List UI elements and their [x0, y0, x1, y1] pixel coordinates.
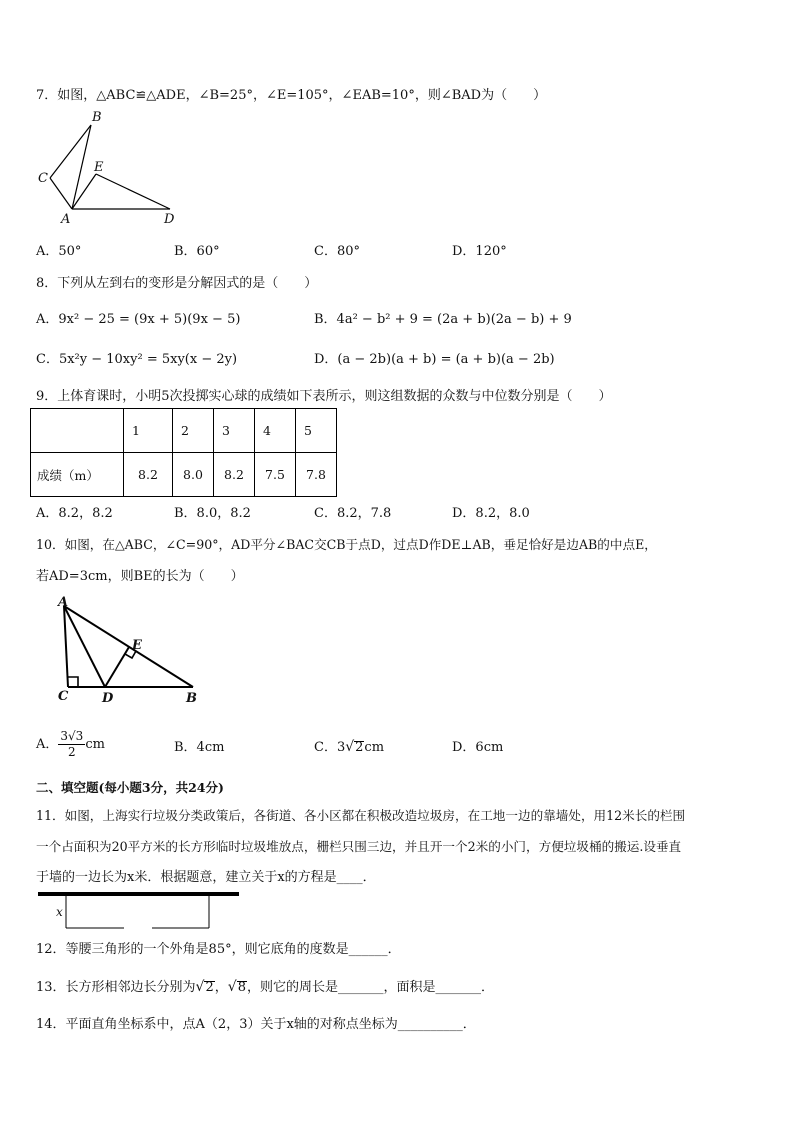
section-title: 二、填空题(每小题3分，共24分): [36, 780, 224, 795]
q10-option-a-prefix: A．: [36, 737, 59, 752]
q13-suffix: ，则它的周长是_______，面积是_______．: [246, 980, 494, 995]
q8-stem: 8．下列从左到右的变形是分解因式的是（ ）: [36, 276, 318, 291]
q10-label-d: D: [102, 691, 114, 706]
q10-figure: [50, 592, 210, 708]
table-cell: 成绩（m）: [31, 453, 124, 497]
q9-option-a: A．8.2，8.2: [36, 506, 113, 521]
q10-edge-de: [105, 647, 129, 687]
table-cell: 7.8: [296, 453, 337, 497]
q10-stem-line1: 10．如图，在△ABC，∠C=90°，AD平分∠BAC交CB于点D，过点D作DE⊥AB，垂足恰好是边AB的中点E，: [36, 537, 657, 552]
q10-option-a-numerator: 3√3: [60, 729, 84, 743]
q13-separator: ，: [214, 980, 228, 995]
q7-label-e: E: [94, 160, 104, 175]
table-cell: 8.2: [124, 453, 173, 497]
q13-radicand-2: 8: [237, 980, 246, 995]
q7-label-c: C: [38, 171, 48, 186]
table-cell: 4: [255, 409, 296, 453]
table-cell: 8.0: [173, 453, 214, 497]
q10-option-c-prefix: C．3: [314, 740, 346, 755]
q7-edge-ed: [96, 174, 170, 209]
q9-stem: 9．上体育课时，小明5次投掷实心球的成绩如下表所示，则这组数据的众数与中位数分别是（ ）: [36, 389, 612, 404]
table-cell: 8.2: [214, 453, 255, 497]
q8-option-b: B．4a² − b² + 9 = (2a + b)(2a − b) + 9: [314, 312, 572, 327]
table-row: [31, 409, 337, 453]
q10-option-d: D．6cm: [452, 740, 504, 755]
q7-label-a: A: [61, 212, 71, 227]
q10-option-c-radicand: 2: [355, 740, 364, 755]
q7-stem: 7．如图，△ABC≌△ADE，∠B=25°，∠E=105°，∠EAB=10°，则∠BAD为（ ）: [36, 88, 547, 103]
table-row: [31, 453, 337, 497]
q14-text: 14．平面直角坐标系中，点A（2，3）关于x轴的对称点坐标为__________．: [36, 1017, 476, 1032]
q13-radicand-1: 2: [205, 980, 214, 995]
q7-figure: [30, 108, 190, 228]
q10-option-a-denominator: 2: [68, 745, 76, 759]
q11-label-x: x: [56, 905, 63, 919]
q8-option-a: A．9x² − 25 = (9x + 5)(9x − 5): [36, 312, 241, 327]
q10-option-a-fraction: [58, 729, 85, 760]
q9-option-b: B．8.0，8.2: [174, 506, 251, 521]
q8-option-d: D．(a − 2b)(a + b) = (a + b)(a − 2b): [314, 352, 555, 367]
q10-edge-ac: [64, 606, 68, 687]
q10-option-b: B．4cm: [174, 740, 225, 755]
q7-option-d: D．120°: [452, 244, 507, 259]
q11-line2: 一个占面积为20平方米的长方形临时垃圾堆放点，栅栏只围三边，并且开一个2米的小门，方便垃圾桶的搬运.设垂直: [36, 839, 682, 854]
q7-option-c: C．80°: [314, 244, 360, 259]
q9-option-d: D．8.2，8.0: [452, 506, 530, 521]
table-cell: 7.5: [255, 453, 296, 497]
q10-option-c-unit: cm: [364, 740, 385, 755]
q9-option-c: C．8.2，7.8: [314, 506, 392, 521]
q7-edge-ca: [50, 178, 72, 209]
q11-figure: [36, 888, 246, 932]
q11-line3: 于墙的一边长为x米．根据题意，建立关于x的方程是____．: [36, 870, 376, 885]
table-cell: 1: [124, 409, 173, 453]
q10-edge-ab: [64, 606, 193, 687]
q10-label-e: E: [132, 638, 142, 653]
q7-label-d: D: [164, 212, 175, 227]
q10-label-b: B: [186, 691, 197, 706]
q10-option-a: [36, 722, 105, 768]
q7-option-b: B．60°: [174, 244, 220, 259]
q10-stem-line2: 若AD=3cm，则BE的长为（ ）: [36, 569, 244, 584]
q10-label-a: A: [58, 595, 69, 610]
q13-prefix: 13．长方形相邻边长分别为: [36, 980, 196, 995]
q10-option-c: C．3√2cm: [314, 739, 385, 755]
q7-label-b: B: [92, 110, 102, 125]
table-cell: 5: [296, 409, 337, 453]
q11-line1: 11．如图，上海实行垃圾分类政策后，各街道、各小区都在积极改造垃圾房，在工地一边的靠墙处，用12米长的栏围: [36, 808, 686, 823]
q8-option-c: C．5x²y − 10xy² = 5xy(x − 2y): [36, 352, 238, 367]
q7-option-a: A．50°: [36, 244, 82, 259]
table-cell: 3: [214, 409, 255, 453]
q13-text: 13．长方形相邻边长分别为√2，√8，则它的周长是_______，面积是_______．: [36, 979, 494, 995]
q10-label-c: C: [58, 689, 69, 704]
table-cell: 2: [173, 409, 214, 453]
q10-option-a-unit: cm: [85, 737, 105, 752]
q9-score-table: [30, 408, 337, 497]
table-cell: [31, 409, 124, 453]
q12-text: 12．等腰三角形的一个外角是85°，则它底角的度数是______．: [36, 942, 401, 957]
q10-right-angle-c: [68, 677, 78, 687]
